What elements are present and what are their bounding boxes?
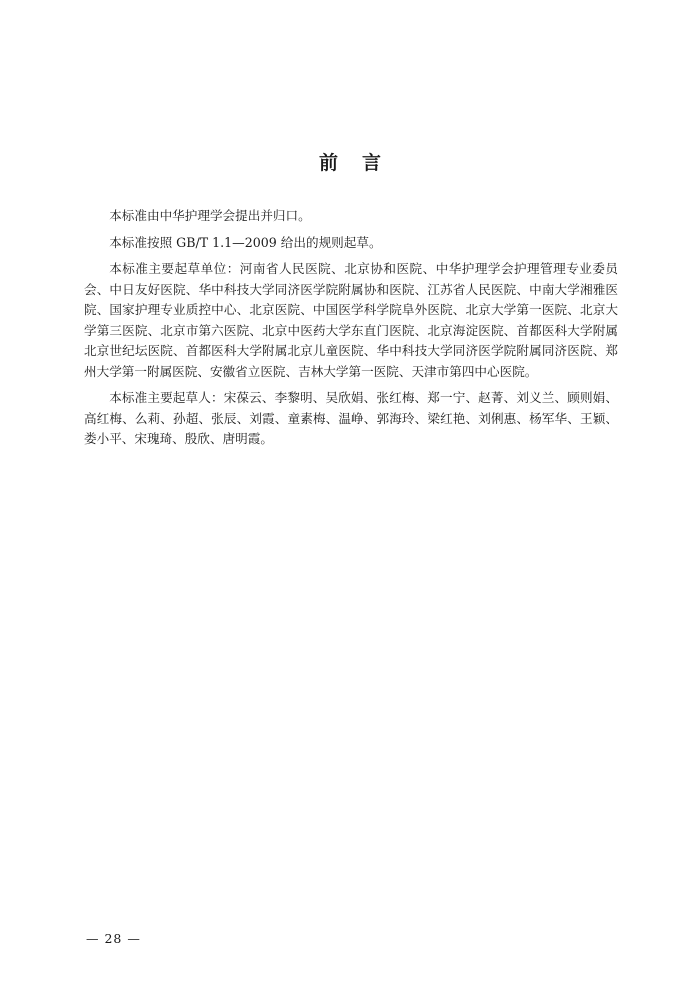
paragraph-proposal: 本标准由中华护理学会提出并归口。 <box>109 208 311 223</box>
foreword-body <box>84 206 618 456</box>
page-number: — 28 — <box>86 931 141 946</box>
paragraph-drafters: 本标准主要起草人：宋葆云、李黎明、吴欣娟、张红梅、郑一宁、赵菁、刘义兰、顾则娟、高红梅、么莉、孙超、张辰、刘霞、童素梅、温峥、郭海玲、梁红艳、刘俐惠、杨军华、王颖、娄小平、宋瑰琦、殷欣、唐明霞。 <box>84 390 618 446</box>
page-title: 前言 <box>318 152 405 174</box>
paragraph-drafting-units: 本标准主要起草单位：河南省人民医院、北京协和医院、中华护理学会护理管理专业委员会、中日友好医院、华中科技大学同济医学院附属协和医院、江苏省人民医院、中南大学湘雅医院、国家护理专业质控中心、北京医院、中国医学科学院阜外医院、北京大学第一医院、北京大学第三医院、北京市第六医院、北京中医药大学东直门医院、北京海淀医院、首都医科大学附属北京世纪坛医院、首都医科大学附属北京儿童医院、华中科技大学同济医学院附属同济医院、郑州大学第一附属医院、安徽省立医院、吉林大学第一医院、天津市第四中心医院。 <box>84 261 618 379</box>
paragraph-drafting-rules: 本标准按照 GB/T 1.1—2009 给出的规则起草。 <box>109 234 382 250</box>
